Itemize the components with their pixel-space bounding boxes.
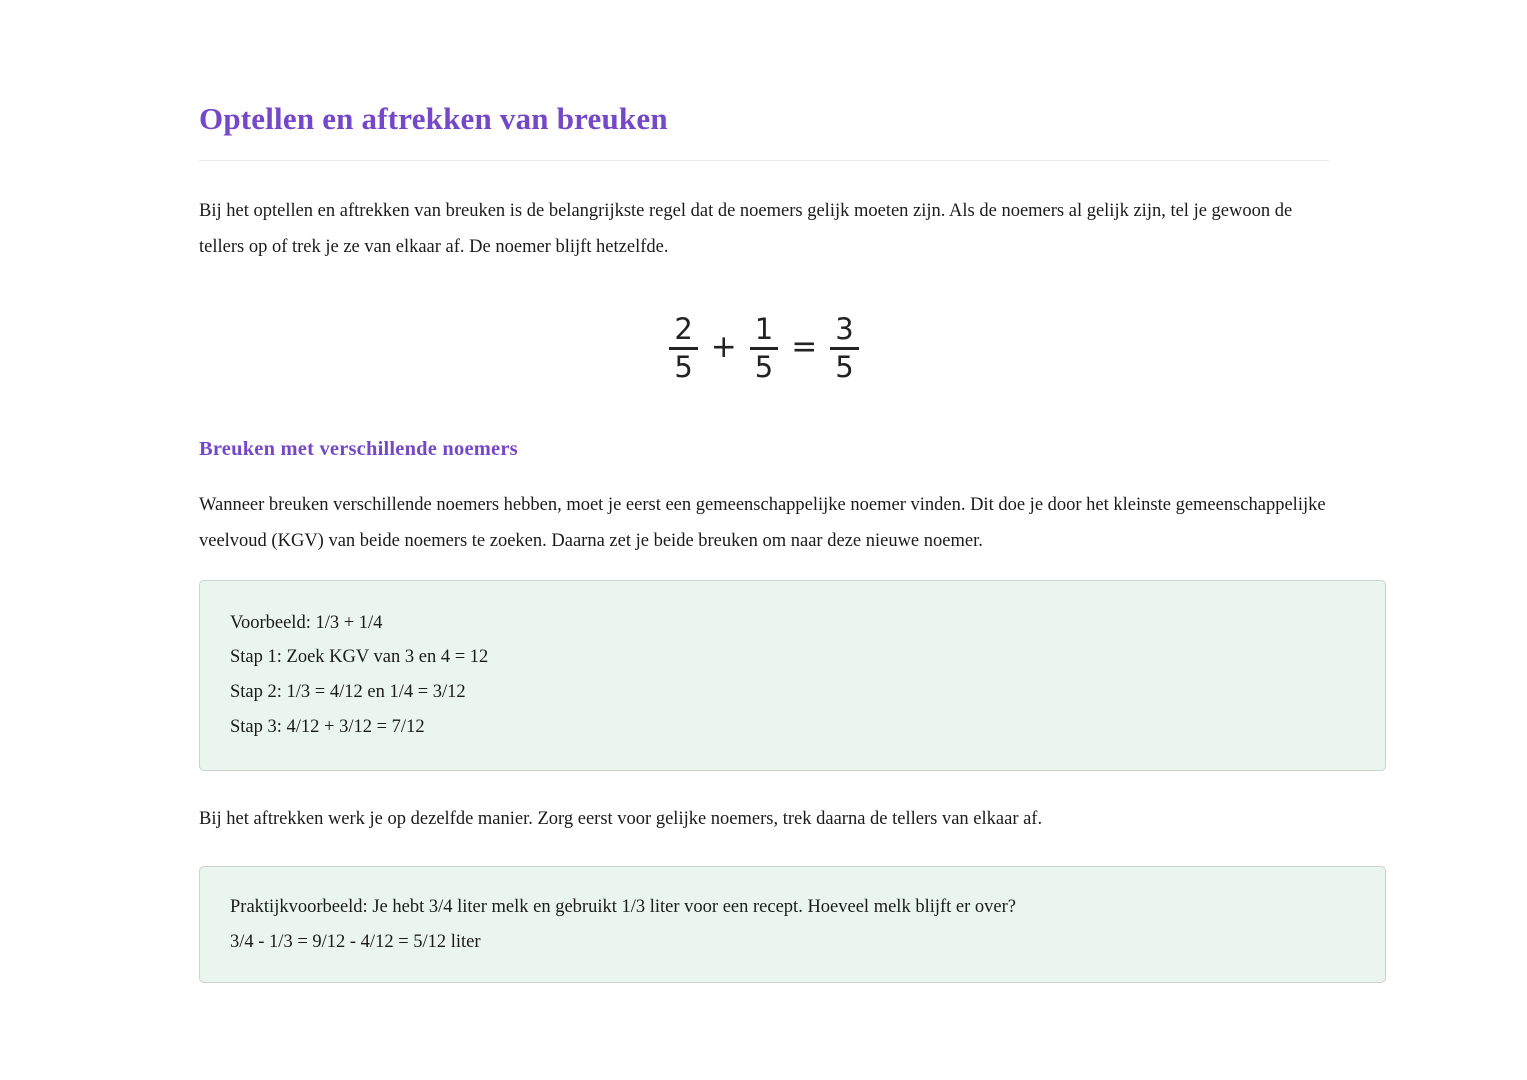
practice-line: 3/4 - 1/3 = 9/12 - 4/12 = 5/12 liter (230, 931, 481, 952)
fraction-term-1 (669, 311, 697, 385)
page-title: Optellen en aftrekken van breuken (199, 101, 668, 136)
fraction-term-2 (750, 311, 778, 385)
fraction-term-3 (830, 311, 858, 385)
example-line: Stap 3: 4/12 + 3/12 = 7/12 (230, 717, 425, 738)
example-line: Stap 2: 1/3 = 4/12 en 1/4 = 3/12 (230, 682, 466, 703)
practice-example-box (199, 866, 1386, 984)
practice-line: Praktijkvoorbeeld: Je hebt 3/4 liter melk en gebruikt 1/3 liter voor een recept. Hoeveel melk blijft er over? (230, 896, 1016, 917)
fraction-denominator: 5 (754, 350, 774, 385)
section-heading: Breuken met verschillende noemers (199, 437, 518, 460)
divider (199, 160, 1329, 161)
section-paragraph: Wanneer breuken verschillende noemers hebben, moet je eerst een gemeenschappelijke noemer vinden. Dit doe je door het kleinste gemeenschappelijke veelvoud (KGV) van beide noemers te zoeken. Daarna zet je beide breuken om naar deze nieuwe noemer. (199, 494, 1326, 551)
intro-paragraph: Bij het optellen en aftrekken van breuken is de belangrijkste regel dat de noemers gelijk moeten zijn. Als de noemers al gelijk zijn, tel je gewoon de tellers op of trek je ze van elkaar af. De noemer blijft hetzelfde. (199, 200, 1293, 257)
fraction-numerator: 1 (750, 315, 778, 351)
fraction-denominator: 5 (674, 350, 693, 385)
plus-operator: + (710, 328, 737, 365)
fraction-numerator: 3 (830, 315, 858, 351)
example-line: Stap 1: Zoek KGV van 3 en 4 = 12 (230, 647, 489, 668)
fraction-numerator: 2 (669, 315, 697, 351)
subtraction-note: Bij het aftrekken werk je op dezelfde manier. Zorg eerst voor gelijke noemers, trek daarna de tellers van elkaar af. (199, 808, 1043, 829)
example-line: Voorbeeld: 1/3 + 1/4 (230, 612, 383, 633)
example-box (199, 580, 1386, 771)
equals-operator: = (791, 328, 818, 365)
article-container (199, 0, 1386, 983)
fraction-denominator: 5 (835, 350, 854, 385)
fraction-formula (199, 311, 1329, 385)
